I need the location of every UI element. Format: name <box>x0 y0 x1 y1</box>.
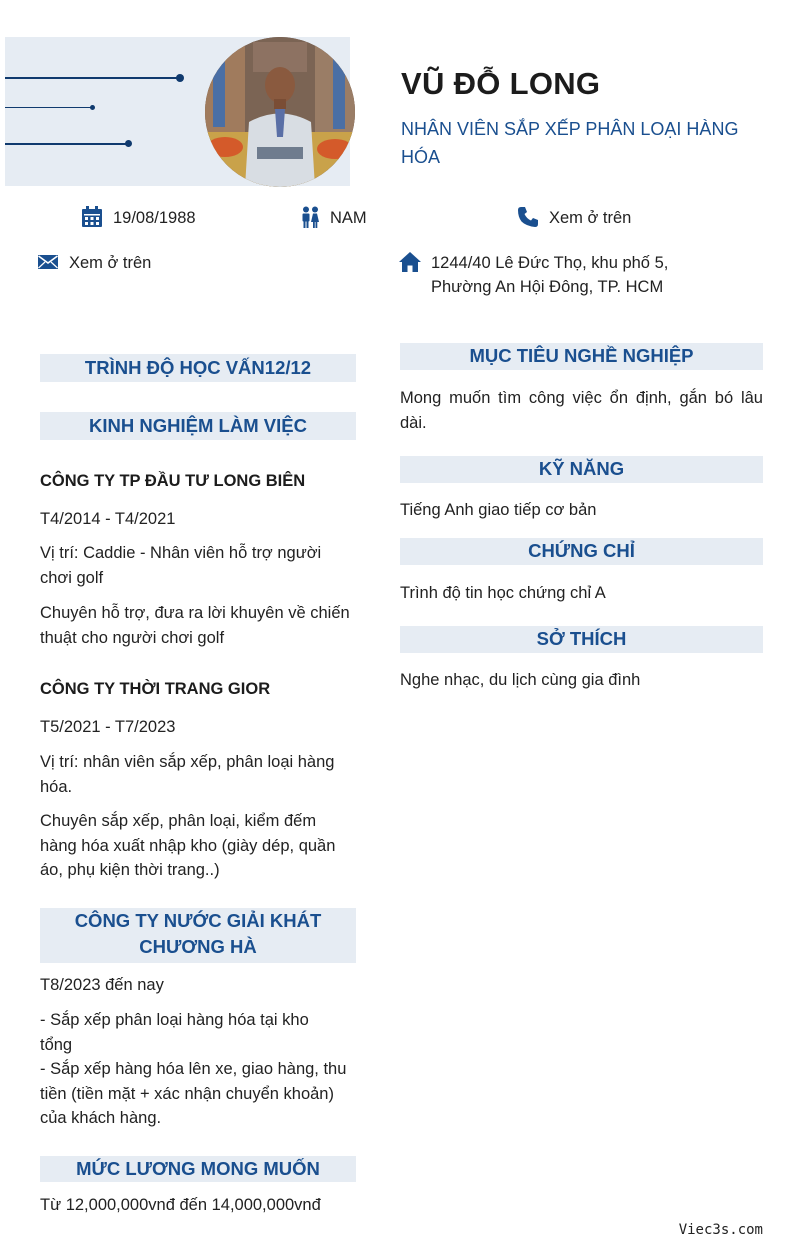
decor-line <box>5 107 93 108</box>
candidate-name: VŨ ĐỖ LONG <box>401 66 601 101</box>
job-3-company: CÔNG TY NƯỚC GIẢI KHÁT CHƯƠNG HÀ <box>40 908 356 963</box>
job-3-duty-2: - Sắp xếp hàng hóa lên xe, giao hàng, thu tiền (tiền mặt + xác nhận chuyển khoản) của khách hàng. <box>40 1060 347 1127</box>
calendar-icon <box>81 206 103 228</box>
home-icon <box>399 251 421 273</box>
email-row <box>37 251 151 275</box>
job-3-duty-1: - Sắp xếp phân loại hàng hóa tại kho tổng <box>40 1011 309 1054</box>
objective-value: Mong muốn tìm công việc ổn định, gắn bó lâu dài. <box>400 389 763 432</box>
job-3-period: T8/2023 đến nay <box>40 976 164 994</box>
certificates-title: CHỨNG CHỈ <box>400 538 763 565</box>
salary-value: Từ 12,000,000vnđ đến 14,000,000vnđ <box>40 1196 321 1214</box>
phone-icon <box>517 206 539 228</box>
job-2-description: Chuyên sắp xếp, phân loại, kiểm đếm hàng hóa xuất nhập kho (giày dép, quần áo, phụ kiện thời trang..) <box>40 812 336 879</box>
job-2-period: T5/2021 - T7/2023 <box>40 718 176 736</box>
decor-line <box>5 77 180 79</box>
decor-dot <box>125 140 132 147</box>
gender-value: NAM <box>330 209 367 227</box>
experience-title: KINH NGHIỆM LÀM VIỆC <box>40 412 356 440</box>
hobbies-title: SỞ THÍCH <box>400 626 763 653</box>
job-1-position: Vị trí: Caddie - Nhân viên hỗ trợ người chơi golf <box>40 544 322 587</box>
phone-value: Xem ở trên <box>549 209 632 227</box>
birthday-value: 19/08/1988 <box>113 209 196 227</box>
skills-title: KỸ NĂNG <box>400 456 763 483</box>
job-1-company: CÔNG TY TP ĐẦU TƯ LONG BIÊN <box>40 472 306 490</box>
hobbies-value: Nghe nhạc, du lịch cùng gia đình <box>400 671 641 689</box>
decor-line <box>5 143 129 145</box>
job-title: NHÂN VIÊN SẮP XẾP PHÂN LOẠI HÀNG HÓA <box>401 119 739 167</box>
avatar <box>205 37 355 187</box>
objective-title: MỤC TIÊU NGHỀ NGHIỆP <box>400 343 763 370</box>
gender-row <box>300 206 367 230</box>
job-2-position: Vị trí: nhân viên sắp xếp, phân loại hàng hóa. <box>40 753 335 796</box>
certificates-value: Trình độ tin học chứng chỉ A <box>400 584 606 602</box>
address-line-2: Phường An Hội Đông, TP. HCM <box>431 278 664 296</box>
job-1-description: Chuyên hỗ trợ, đưa ra lời khuyên về chiến thuật cho người chơi golf <box>40 604 350 647</box>
email-value: Xem ở trên <box>69 254 152 272</box>
email-icon <box>37 251 59 273</box>
watermark: Viec3s.com <box>678 1222 763 1238</box>
salary-title: MỨC LƯƠNG MONG MUỐN <box>40 1156 356 1182</box>
job-2-company: CÔNG TY THỜI TRANG GIOR <box>40 680 271 698</box>
address-row <box>399 251 668 299</box>
address-line-1: 1244/40 Lê Đức Thọ, khu phố 5, <box>431 254 669 272</box>
phone-row <box>517 206 631 230</box>
education-title: TRÌNH ĐỘ HỌC VẤN12/12 <box>40 354 356 382</box>
decor-dot <box>90 105 95 110</box>
decor-dot <box>176 74 184 82</box>
job-1-period: T4/2014 - T4/2021 <box>40 510 176 528</box>
gender-icon <box>300 206 320 228</box>
birthday-row <box>81 206 196 230</box>
skills-value: Tiếng Anh giao tiếp cơ bản <box>400 501 597 519</box>
